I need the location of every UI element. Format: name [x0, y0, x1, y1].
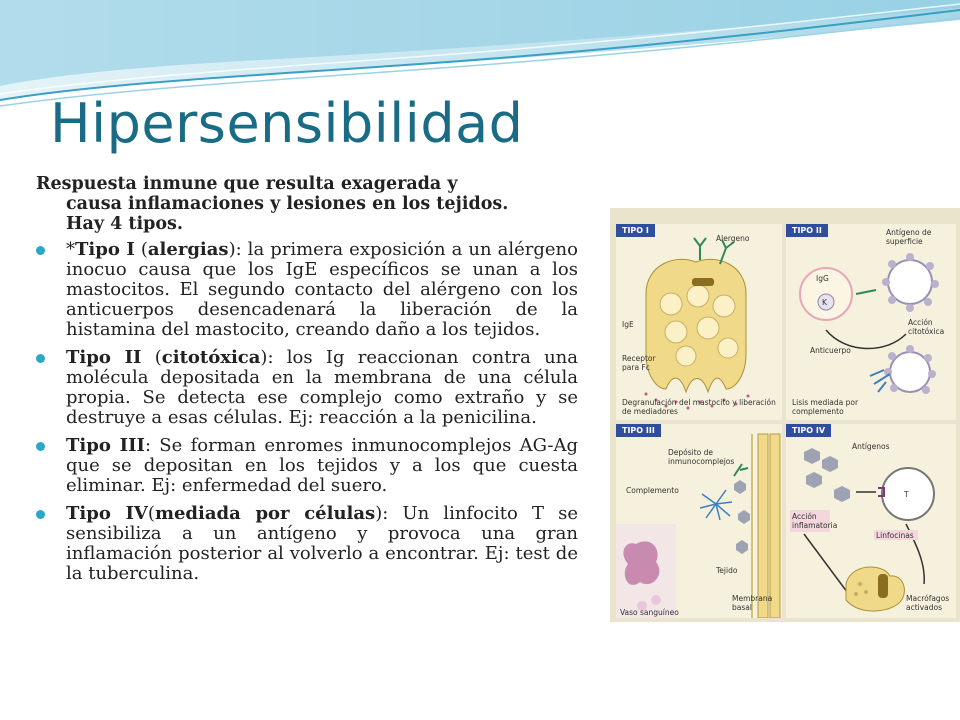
item-subheading: mediada por células	[154, 503, 376, 524]
label-ige: IgE	[622, 320, 634, 329]
panel-tag: TIPO II	[786, 224, 828, 237]
label-anticuerpo: Anticuerpo	[810, 346, 851, 355]
intro-paragraph	[36, 174, 578, 234]
label-accion-inflamatoria: Acción inflamatoria	[792, 512, 838, 530]
label-tejido: Tejido	[716, 566, 738, 575]
label-k: K	[822, 298, 827, 307]
item-subheading: citotóxica	[161, 347, 261, 368]
hypersensitivity-figure	[610, 208, 960, 622]
label-receptor: Receptor para Fc	[622, 354, 656, 372]
item-text: : Se forman enromes inmunocomplejos AG-Ag que se depositan en los tejidos y a los que cuesta eliminar. Ej: enfermedad del suero.	[66, 435, 578, 496]
item-text: ): los Ig reaccionan contra una molécula depositada en la membrana de una célula propia. Se detecta ese complejo como extraño y se destruye a esas células. Ej: reacción a la penicilina.	[66, 347, 578, 428]
panel-tipo-1	[616, 224, 782, 420]
panel-tipo-2	[786, 224, 956, 420]
panel-tipo-3	[616, 424, 782, 618]
item-text: ): Un linfocito T se sensibiliza a un antígeno y provoca una gran inflamación posterior al volverlo a encontrar. Ej: test de la tuberculina.	[66, 503, 578, 584]
slide-title: Hipersensibilidad	[50, 92, 524, 155]
bullet-icon	[36, 510, 45, 519]
list-item-tipo-4: Tipo IV(mediada por células): Un linfocito T se sensibiliza a un antígeno y provoca una gran inflamación posterior al volverlo a encontrar. Ej: test de la tuberculina.	[36, 504, 578, 584]
label-complemento: Complemento	[626, 486, 679, 495]
bullet-icon	[36, 246, 45, 255]
item-heading: Tipo IV	[66, 503, 148, 524]
label-alergeno: Alergeno	[716, 234, 750, 243]
panel-tag: TIPO IV	[786, 424, 831, 437]
item-heading: Tipo III	[66, 435, 145, 456]
mast-cell-illustration	[616, 224, 782, 420]
label-membrana: Membrana basal	[732, 594, 773, 612]
list-item-tipo-3	[36, 436, 578, 496]
label-macrofagos: Macrófagos activados	[906, 594, 950, 612]
label-deposito: Depósito de inmunocomplejos	[668, 448, 735, 466]
label-vaso: Vaso sanguíneo	[620, 608, 679, 617]
label-linfocinas: Linfocinas	[876, 531, 914, 540]
label-antigeno: Antígeno de superficie	[886, 228, 932, 246]
list-item-tipo-1: *Tipo I (alergias): la primera exposición a un alérgeno inocuo causa que los IgE específicos se unan a los mastocitos. El segundo contacto del alérgeno con los anticuerpos desencadenará la liberación de la histamina del mastocito, creando daño a los tejidos.	[36, 240, 578, 340]
list-item-tipo-2: Tipo II (citotóxica): los Ig reaccionan contra una molécula depositada en la membrana de una célula propia. Se detecta ese complejo como extraño y se destruye a esas células. Ej: reacción a la penicilina.	[36, 348, 578, 428]
item-heading: Tipo I	[75, 239, 135, 260]
slide-content	[36, 174, 578, 592]
panel-tag: TIPO III	[616, 424, 661, 437]
type-list	[36, 240, 578, 584]
panel-tag: TIPO I	[616, 224, 655, 237]
intro-line-1: Respuesta inmune que resulta exagerada y	[36, 174, 458, 194]
item-subheading: alergias	[147, 239, 229, 260]
bullet-icon	[36, 354, 45, 363]
bullet-icon	[36, 442, 45, 451]
intro-line-3: Hay 4 tipos.	[66, 214, 183, 234]
label-degranulacion: Degranulación del mastocito y liberación de mediadores	[622, 398, 776, 416]
panel-tipo-4	[786, 424, 956, 618]
label-accion-citotoxica: Acción citotóxica	[908, 318, 945, 336]
intro-line-2: causa inflamaciones y lesiones en los tejidos.	[66, 194, 509, 214]
label-lisis: Lisis mediada por complemento	[792, 398, 859, 416]
label-t: T	[904, 490, 909, 499]
item-heading: Tipo II	[66, 347, 142, 368]
item-text: ): la primera exposición a un alérgeno inocuo causa que los IgE específicos se unan a los mastocitos. El segundo contacto del alérgeno con los anticuerpos desencadenará la liberación de la histamina del mastocito, creando daño a los tejidos.	[66, 239, 578, 340]
label-igg: IgG	[816, 274, 829, 283]
label-antigenos: Antígenos	[852, 442, 890, 451]
